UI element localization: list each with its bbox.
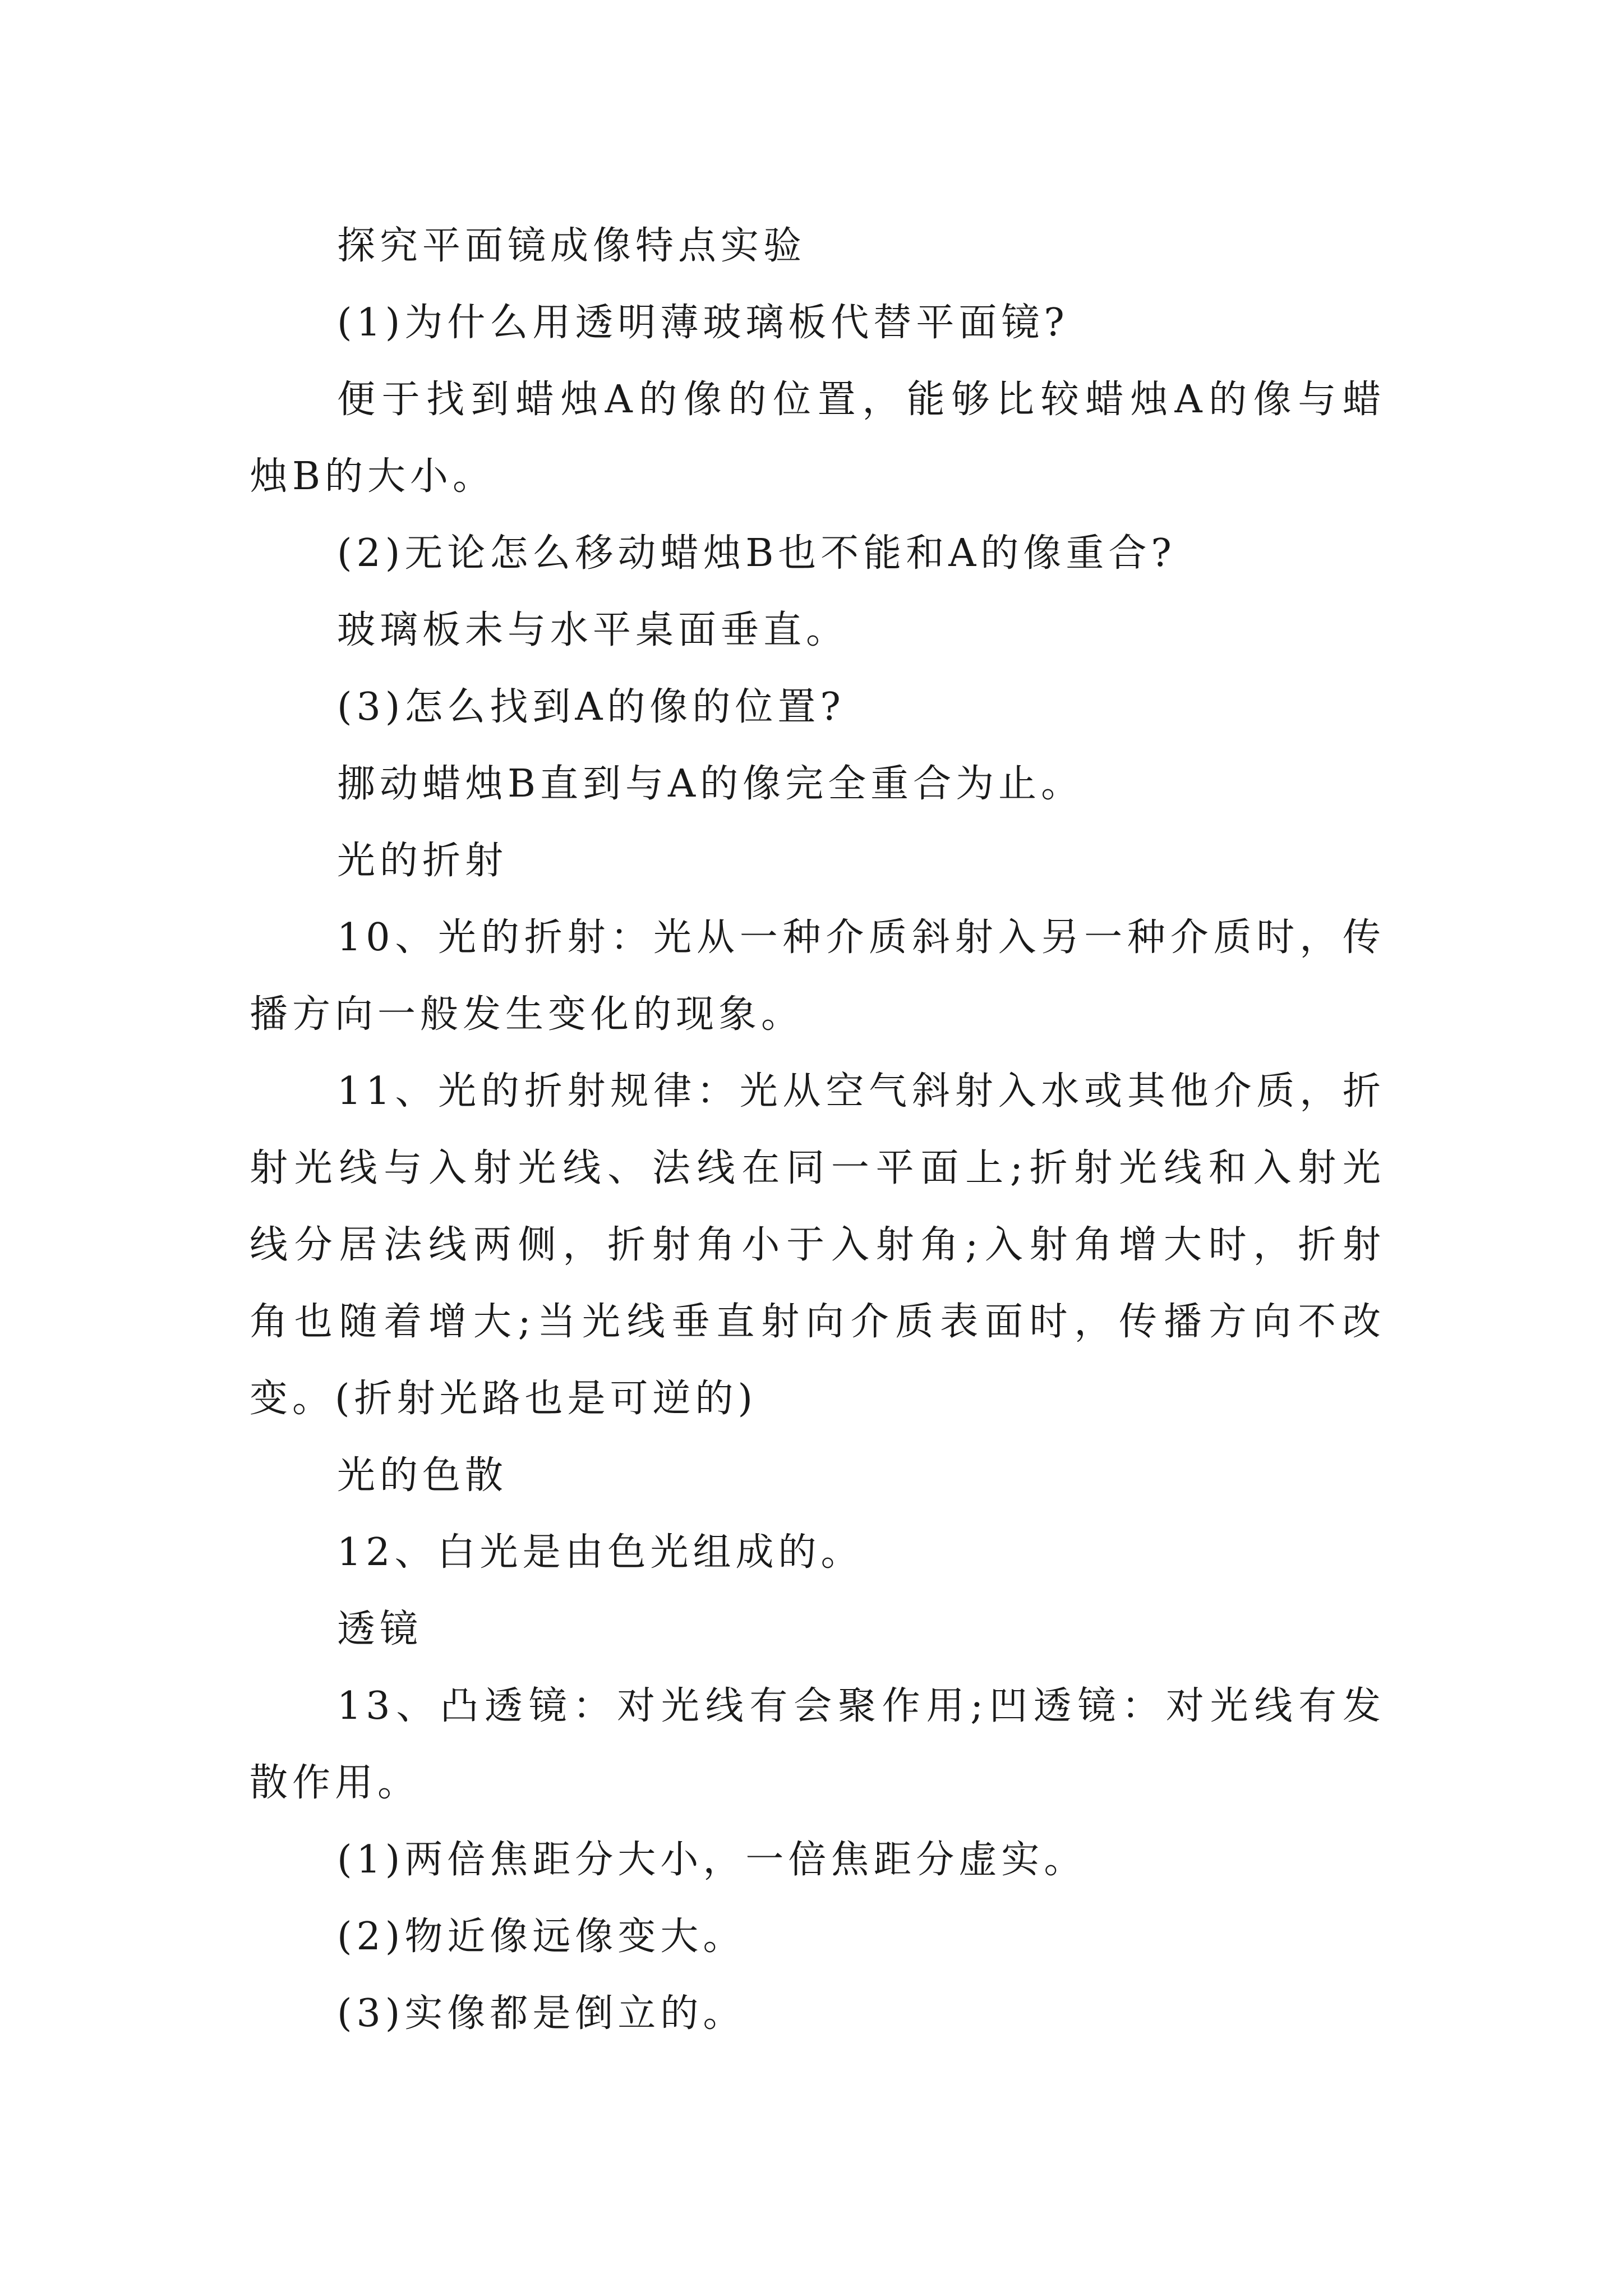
paragraph-line: 射光线与入射光线、法线在同一平面上;折射光线和入射光 (250, 1146, 1385, 1190)
list-item: (1)两倍焦距分大小，一倍焦距分虚实。 (337, 1838, 1087, 1882)
section-heading: 光的折射 (337, 839, 508, 883)
paragraph-line: 变。(折射光路也是可逆的) (250, 1377, 758, 1421)
paragraph-line: 13、凸透镜：对光线有会聚作用;凹透镜：对光线有发 (337, 1684, 1385, 1728)
question-line: (2)无论怎么移动蜡烛B也不能和A的像重合? (337, 531, 1176, 576)
section-heading: 光的色散 (337, 1453, 508, 1498)
answer-line: 玻璃板未与水平桌面垂直。 (337, 608, 849, 652)
paragraph-line: 烛B的大小。 (250, 454, 495, 499)
section-heading: 透镜 (337, 1607, 423, 1651)
paragraph-line: 播方向一般发生变化的现象。 (250, 992, 804, 1037)
list-item: (2)物近像远像变大。 (337, 1915, 746, 1959)
paragraph-line: 角也随着增大;当光线垂直射向介质表面时，传播方向不改 (250, 1300, 1385, 1344)
paragraph-line: 12、白光是由色光组成的。 (337, 1530, 864, 1575)
list-item: (3)实像都是倒立的。 (337, 1991, 746, 2036)
paragraph-line: 10、光的折射：光从一种介质斜射入另一种介质时，传 (337, 915, 1385, 960)
paragraph-line: 便于找到蜡烛A的像的位置，能够比较蜡烛A的像与蜡 (337, 378, 1385, 422)
question-line: (3)怎么找到A的像的位置? (337, 685, 845, 729)
question-line: (1)为什么用透明薄玻璃板代替平面镜? (337, 301, 1069, 345)
document-body (250, 208, 1385, 2052)
paragraph-line: 11、光的折射规律：光从空气斜射入水或其他介质，折 (337, 1069, 1385, 1114)
answer-line: 挪动蜡烛B直到与A的像完全重合为止。 (337, 762, 1084, 806)
paragraph-line: 散作用。 (250, 1761, 421, 1805)
paragraph-line: 线分居法线两侧，折射角小于入射角;入射角增大时，折射 (250, 1223, 1385, 1267)
section-heading: 探究平面镜成像特点实验 (337, 224, 806, 268)
